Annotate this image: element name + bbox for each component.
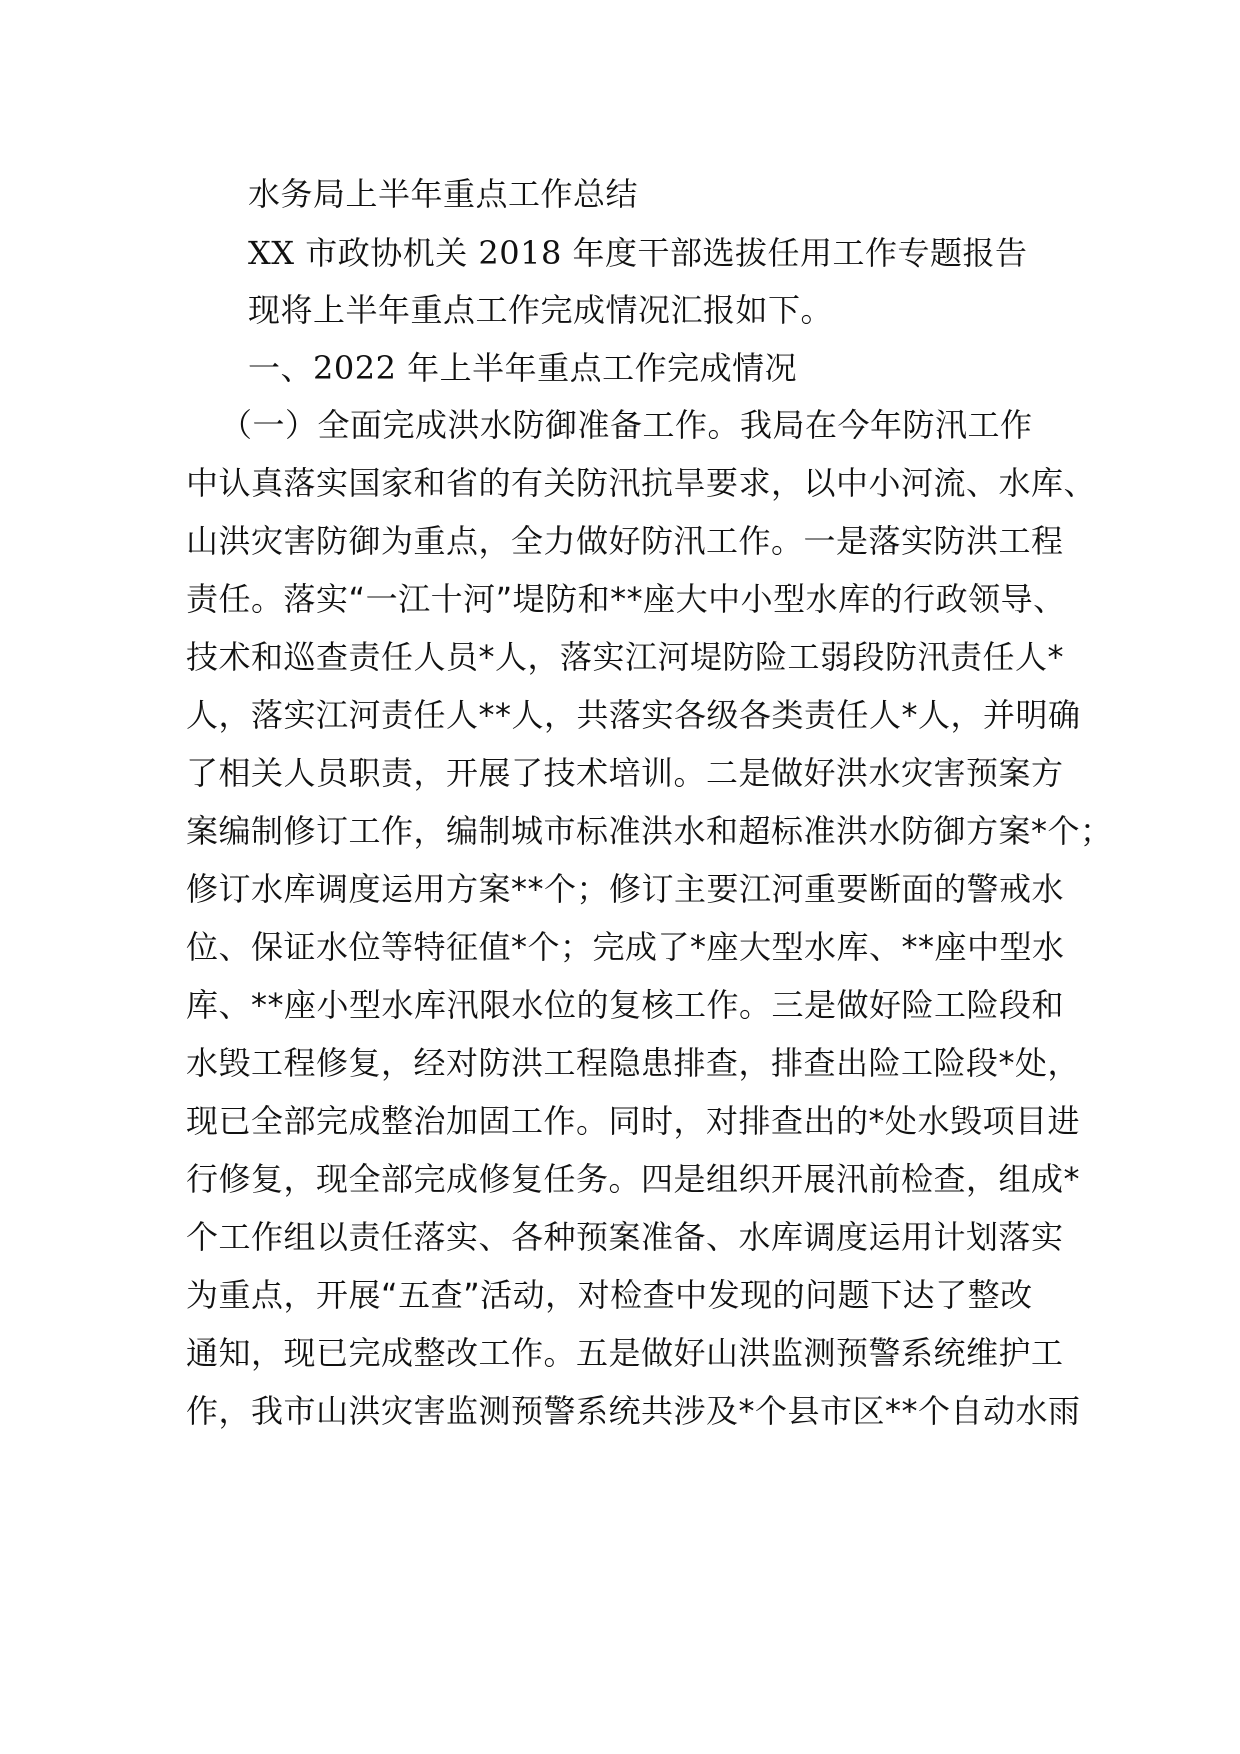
body-line: 个工作组以责任落实、各种预案准备、水库调度运用计划落实 [186, 1218, 1064, 1256]
document-subtitle: XX 市政协机关 2018 年度干部选拔任用工作专题报告 [248, 234, 1028, 272]
body-line: 行修复，现全部完成修复任务。四是组织开展汛前检查，组成* [186, 1160, 1081, 1198]
body-line: （一）全面完成洪水防御准备工作。我局在今年防汛工作 [220, 406, 1033, 444]
body-line: 人，落实江河责任人**人，共落实各级各类责任人*人，并明确 [186, 696, 1081, 734]
body-line: 责任。落实“一江十河”堤防和**座大中小型水库的行政领导、 [186, 580, 1066, 618]
body-line: 库、**座小型水库汛限水位的复核工作。三是做好险工险段和 [186, 986, 1065, 1024]
document-title: 水务局上半年重点工作总结 [248, 175, 639, 213]
body-line: 中认真落实国家和省的有关防汛抗旱要求，以中小河流、水库、 [186, 464, 1097, 502]
body-line: 水毁工程修复，经对防洪工程隐患排查，排查出险工险段*处， [186, 1044, 1081, 1082]
body-line: 修订水库调度运用方案**个；修订主要江河重要断面的警戒水 [186, 870, 1065, 908]
body-line: 了相关人员职责，开展了技术培训。二是做好洪水灾害预案方 [186, 754, 1064, 792]
body-line: 现已全部完成整治加固工作。同时，对排查出的*处水毁项目进 [186, 1102, 1081, 1140]
body-line: 通知，现已完成整改工作。五是做好山洪监测预警系统维护工 [186, 1334, 1064, 1372]
intro-paragraph: 现将上半年重点工作完成情况汇报如下。 [248, 291, 834, 329]
body-line: 山洪灾害防御为重点，全力做好防汛工作。一是落实防洪工程 [186, 522, 1064, 560]
body-line: 案编制修订工作，编制城市标准洪水和超标准洪水防御方案*个； [186, 812, 1113, 850]
body-line: 为重点，开展“五查”活动，对检查中发现的问题下达了整改 [186, 1276, 1033, 1314]
section-heading: 一、2022 年上半年重点工作完成情况 [248, 349, 798, 387]
body-line: 位、保证水位等特征值*个；完成了*座大型水库、**座中型水 [186, 928, 1065, 966]
body-line: 技术和巡查责任人员*人，落实江河堤防险工弱段防汛责任人* [186, 638, 1065, 676]
body-line: 作，我市山洪灾害监测预警系统共涉及*个县市区**个自动水雨 [186, 1392, 1081, 1430]
